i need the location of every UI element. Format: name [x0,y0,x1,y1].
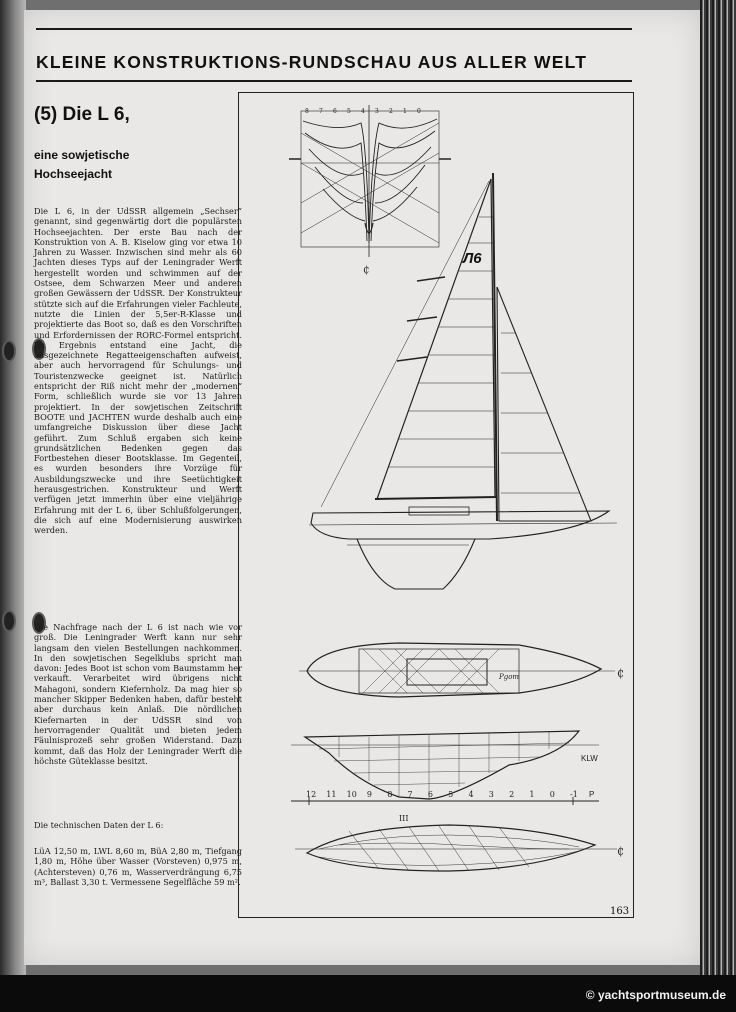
svg-text:₵: ₵ [617,845,624,858]
article-paragraph-4: LüA 12,50 m, LWL 8,60 m, BüA 2,80 m, Tiefgang 1,80 m, Höhe über Wasser (Vorsteven) 0,975 m, (Achtersteven) 0,76 m, Wasserverdrängung 6,75 m³, Ballast 3,30 t. Vermessene Segelfläche 59 m². [34,846,242,887]
boat-drawings [239,93,633,917]
station-number: 4 [468,790,474,799]
designer-signature: Pgom [499,673,520,681]
top-rule [36,28,632,30]
page-edge-stack [700,0,736,975]
page-number: 163 [610,906,630,917]
klw-label: KLW [581,754,598,763]
station-number: 5 [448,790,454,799]
header-rule [36,80,632,82]
profile-lines-drawing [291,731,599,799]
station-scale [291,108,599,823]
body-plan-station-number: 3 [375,108,379,115]
svg-text:₵: ₵ [617,667,624,680]
binding-hole-left-upper [2,340,16,362]
svg-text:₵: ₵ [363,265,370,276]
body-plan-station-number: 7 [319,108,323,115]
body-plan-station-number: 4 [361,108,365,115]
section-label: III [399,814,409,823]
body-plan-station-number: 2 [389,108,393,115]
body-plan-station-number: 6 [333,108,337,115]
station-number: 10 [346,790,357,799]
half-breadth-drawing [295,825,624,871]
watermark: © yachtsportmuseum.de [585,988,726,1002]
boat-drawings-figure [238,92,634,918]
station-number: 6 [427,790,433,799]
p-label: P [589,790,595,799]
article-paragraph-2: Die Nachfrage nach der L 6 ist nach wie vor groß. Die Leningrader Werft kann nur sehr langsam den vielen Bestellungen nachkommen. In den sowjetischen Segelklubs spricht man davon: Jedes Boot ist schon vom Baumstamm her verkauft. Verarbeitet wird übrigens nicht Mahagoni, sondern Kiefernholz. Da mag hier so mancher Skipper Bedenken haben, dafür besteht aber durchaus kein Anlaß. Die nördlichen Kiefernarten in der UdSSR sind von hervorragender Qualität und bieten jedem Fäulnisprozeß sehr großen Widerstand. Dazu kommt, daß das Holz der Leningrader Werft die höchste Güteklasse besitzt. [34,622,242,766]
body-plan-station-number: 1 [403,108,407,115]
article-paragraph-3: Die technischen Daten der L 6: [34,820,164,830]
sail-number: Л6 [463,250,482,267]
article-subtitle-line1: eine sowjetische [34,148,130,162]
section-header: KLEINE KONSTRUKTIONS-RUNDSCHAU AUS ALLER WELT [36,52,588,72]
station-number: -1 [570,790,578,799]
station-number: 8 [387,790,393,799]
sail-plan-drawing [309,173,617,589]
book-binding [0,0,26,975]
article-subtitle-line2: Hochseejacht [34,167,113,181]
station-number: 7 [407,790,413,799]
station-number: 12 [306,790,317,799]
station-number: 2 [509,790,515,799]
body-plan-station-number: 5 [347,108,351,115]
station-number: 0 [549,790,555,799]
station-number: 11 [326,790,337,799]
article-paragraph-1: Die L 6, in der UdSSR allgemein „Sechser“ genannt, sind gegenwärtig dort die populärsten Hochseejachten. Der erste Bau nach der Konstruktion von A. B. Kiselow ging vor etwa 10 Jahren zu Wasser. Inzwischen sind mehr als 60 Jachten dieses Typs auf der Leningrader Werft hergestellt worden und schwimmen auf der Ostsee, dem Schwarzen Meer und anderen großen Gewässern der UdSSR. Der Konstrukteur stützte sich auf die Erfahrungen vieler Fachleute, nutzte die Linien der 5,5er-R-Klasse und projektierte das Boot so, daß es den Vorschriften und Erfordernissen der RORC-Formel entspricht. Im Ergebnis entstand eine Jacht, die ausgezeichnete Regatteeigenschaften aufweist, aber auch hervorragend für Schulungs- und Touristenzwecke geeignet ist. Natürlich entspricht der Riß nicht mehr der „modernen“ Form, schließlich wurde sie vor 13 Jahren projektiert. In der sowjetischen Zeitschrift BOOTE und JACHTEN wurde deshalb auch eine umfangreiche Diskussion über diese Jacht geführt. Zum Schluß ergaben sich keine grundsätzlichen Bedenken gegen das Fortbestehen dieser Bootsklasse. Im Gegenteil, es wurden besonders ihre Vorzüge für Ausbildungszwecke und ihre Seetüchtigkeit herausgestrichen. Konstrukteur und Werft verfügen jetzt immerhin über eine vieljährige Erfahrung mit der L 6, über Schlußfolgerungen, die sich auf eine Modernisierung auswirken werden. [34,206,242,536]
station-number: 3 [488,790,494,799]
article-title: (5) Die L 6, [34,104,130,125]
body-plan-station-number: 0 [417,108,421,115]
body-plan-drawing [289,105,451,276]
binding-hole-left-lower [2,610,16,632]
deck-plan-drawing [299,643,624,697]
body-plan-station-number: 8 [305,108,309,115]
station-number: 9 [366,790,373,799]
station-number: 1 [529,790,535,799]
